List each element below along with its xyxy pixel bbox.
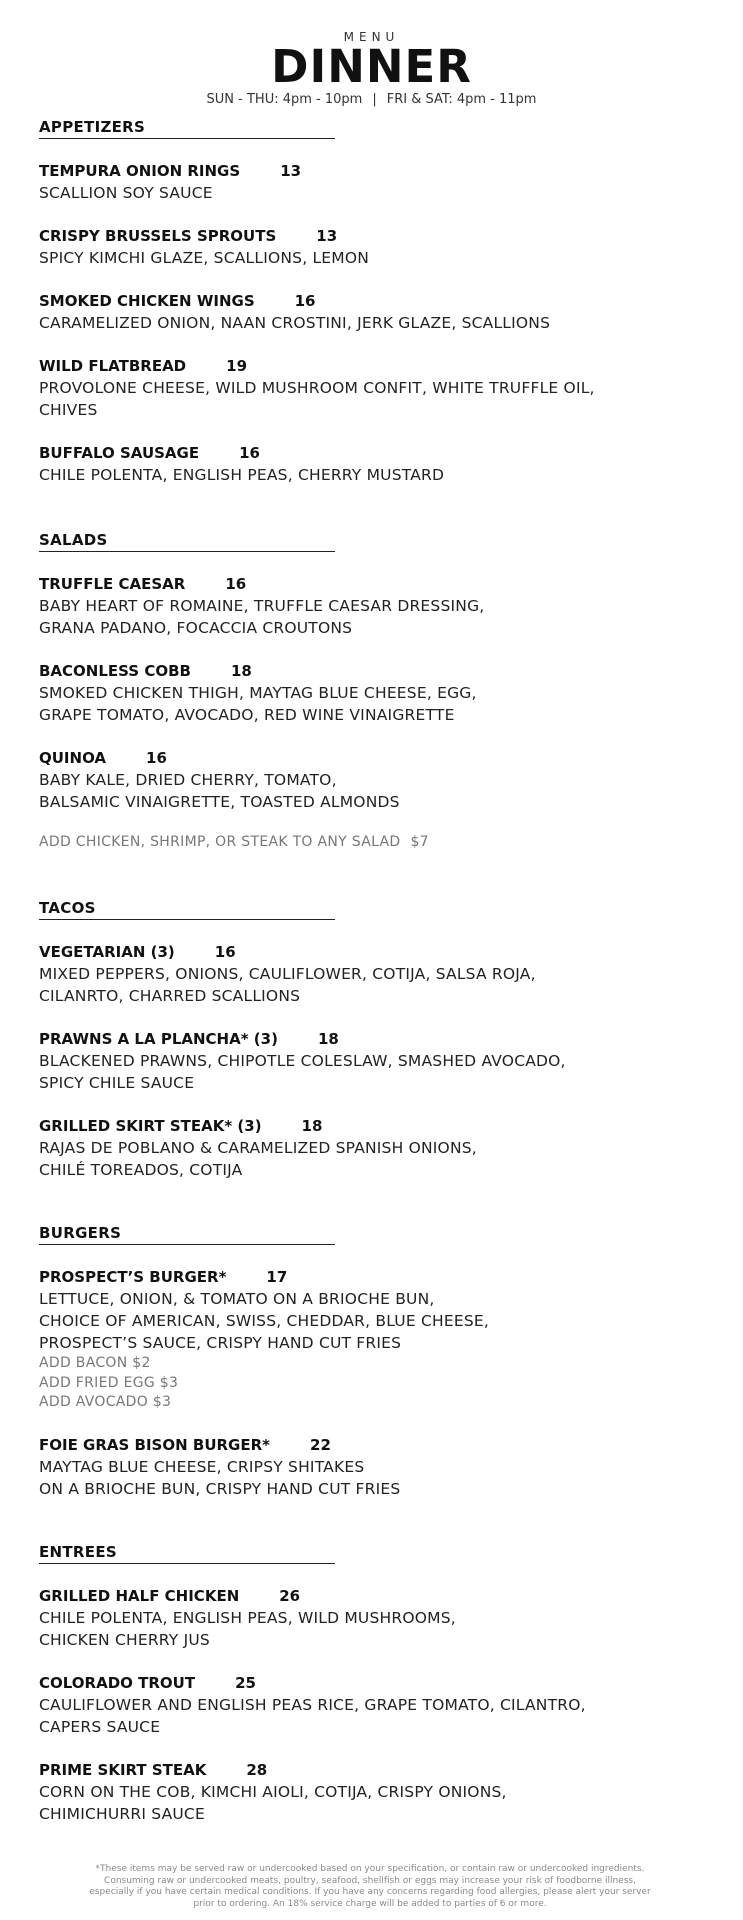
item-description: MAYTAG BLUE CHEESE, CRIPSY SHITAKES [39,1457,365,1476]
item-price: 13 [316,227,338,245]
burger-addon: ADD FRIED EGG $3 [39,1374,179,1391]
menu-item [39,355,719,421]
section-entrees [39,1543,719,1825]
menu-item [39,1585,719,1651]
item-name: PROSPECT’S BURGER* [39,1268,227,1286]
item-description: RAJAS DE POBLANO & CARAMELIZED SPANISH ONIONS, [39,1139,477,1157]
item-name: TRUFFLE CAESAR [39,575,186,593]
menu-item [39,442,719,486]
item-description: BLACKENED PRAWNS, CHIPOTLE COLESLAW, SMASHED AVOCADO, [39,1052,566,1070]
item-name: BACONLESS COBB [39,662,191,680]
item-description: CHIMICHURRI SAUCE [39,1805,205,1823]
menu-item [39,573,719,639]
hours-weekday: SUN - THU: 4pm - 10pm [206,92,363,107]
item-description: CORN ON THE COB, KIMCHI AIOLI, COTIJA, CRISPY ONIONS, [39,1783,507,1801]
item-name: GRILLED HALF CHICKEN [39,1587,240,1605]
menu-item [39,1028,719,1094]
item-price: 16 [146,749,167,767]
menu-item [39,160,719,204]
menu-kicker: MENU [343,30,400,44]
menu-item [39,290,719,334]
item-description: PROSPECT’S SAUCE, CRISPY HAND CUT FRIES [39,1334,402,1352]
section-heading: SALADS [39,531,335,552]
item-description: CHILE POLENTA, ENGLISH PEAS, WILD MUSHROOMS, [39,1609,456,1627]
item-name: CRISPY BRUSSELS SPROUTS [39,227,277,245]
item-price: 22 [310,1435,331,1454]
item-price: 17 [266,1268,288,1286]
page-title: DINNER [271,40,472,93]
hours-weekend: FRI & SAT: 4pm - 11pm [386,92,537,107]
section-tacos [39,899,719,1181]
item-description: CHILÉ TOREADOS, COTIJA [39,1161,243,1179]
menu-item [39,1115,719,1181]
salad-addon [39,832,719,852]
menu-item [39,1759,719,1825]
item-price: 13 [280,162,302,180]
menu-item [39,1266,719,1413]
section-appetizers [39,118,719,486]
item-price: 28 [246,1761,268,1779]
item-description: MIXED PEPPERS, ONIONS, CAULIFLOWER, COTIJA, SALSA ROJA, [39,965,536,983]
item-description: BALSAMIC VINAIGRETTE, TOASTED ALMONDS [39,793,400,811]
item-name: VEGETARIAN (3) [39,943,175,961]
item-price: 16 [294,292,316,310]
item-name: PRAWNS A LA PLANCHA* (3) [39,1030,278,1048]
item-description: CAULIFLOWER AND ENGLISH PEAS RICE, GRAPE TOMATO, CILANTRO, [39,1696,586,1714]
item-description: CHOICE OF AMERICAN, SWISS, CHEDDAR, BLUE CHEESE, [39,1312,489,1330]
disclaimer-footer [70,1864,670,1910]
item-name: FOIE GRAS BISON BURGER* [39,1435,271,1454]
disclaimer-line: *These items may be served raw or undercooked based on your specification, or contain raw or undercooked ingredients. [95,1864,645,1874]
item-description: BABY HEART OF ROMAINE, TRUFFLE CAESAR DRESSING, [39,597,485,615]
item-name: COLORADO TROUT [39,1674,196,1692]
section-heading: BURGERS [39,1224,335,1245]
item-name: WILD FLATBREAD [39,357,187,375]
item-price: 18 [230,662,252,680]
burger-addon: ADD AVOCADO $3 [39,1394,172,1410]
disclaimer-line: especially if you have certain medical conditions. If you have any concerns regarding food allergies, please alert your server [89,1887,651,1897]
burger-addon: ADD BACON $2 [39,1355,151,1371]
item-name: TEMPURA ONION RINGS [39,162,241,180]
menu-item [39,660,719,726]
disclaimer-line: prior to ordering. An 18% service charge will be added to parties of 6 or more. [193,1898,547,1909]
item-description: GRAPE TOMATO, AVOCADO, RED WINE VINAIGRETTE [39,706,455,724]
item-name: BUFFALO SAUSAGE [39,444,200,462]
menu-item [39,1672,719,1738]
item-description: CAPERS SAUCE [39,1718,161,1736]
item-name: SMOKED CHICKEN WINGS [39,292,255,310]
menu-item [39,1434,719,1500]
menu-item [39,747,719,813]
item-name: QUINOA [39,749,107,767]
item-description: CARAMELIZED ONION, NAAN CROSTINI, JERK GLAZE, SCALLIONS [39,314,551,332]
hours [0,91,743,109]
item-name: PRIME SKIRT STEAK [39,1761,207,1779]
section-heading: TACOS [39,899,335,920]
item-description: LETTUCE, ONION, & TOMATO ON A BRIOCHE BUN, [39,1290,435,1308]
section-heading: ENTREES [39,1543,335,1564]
item-description: CHILE POLENTA, ENGLISH PEAS, CHERRY MUSTARD [39,466,445,484]
item-description: BABY KALE, DRIED CHERRY, TOMATO, [39,771,337,789]
item-description: SPICY KIMCHI GLAZE, SCALLIONS, LEMON [39,249,370,267]
item-price: 18 [317,1030,339,1048]
item-price: 16 [239,444,260,462]
section-heading: APPETIZERS [39,118,335,139]
menu-header [0,0,743,109]
hours-separator: | [372,92,377,107]
item-price: 19 [226,357,248,375]
item-price: 18 [301,1117,323,1135]
item-price: 16 [225,575,247,593]
section-burgers [39,1224,719,1500]
item-name: GRILLED SKIRT STEAK* (3) [39,1117,262,1135]
item-price: 26 [279,1587,301,1605]
item-price: 16 [214,943,236,961]
item-description: SCALLION SOY SAUCE [39,184,213,202]
item-description: CHICKEN CHERRY JUS [39,1631,210,1649]
section-salads [39,531,719,852]
item-description: SPICY CHILE SAUCE [39,1074,195,1092]
item-description: CILANRTO, CHARRED SCALLIONS [39,987,301,1005]
menu-item [39,941,719,1007]
item-description: PROVOLONE CHEESE, WILD MUSHROOM CONFIT, WHITE TRUFFLE OIL, [39,379,595,397]
disclaimer-line: Consuming raw or undercooked meats, poultry, seafood, shellfish or eggs may increase your risk of foodborne illness, [104,1875,636,1886]
menu-item [39,225,719,269]
item-description: GRANA PADANO, FOCACCIA CROUTONS [39,619,353,637]
addon-price: $7 [410,834,429,850]
item-price: 25 [235,1674,256,1692]
item-description: SMOKED CHICKEN THIGH, MAYTAG BLUE CHEESE, EGG, [39,684,477,702]
addon-text: ADD CHICKEN, SHRIMP, OR STEAK TO ANY SALAD [39,834,401,850]
item-description: ON A BRIOCHE BUN, CRISPY HAND CUT FRIES [39,1479,401,1498]
item-description: CHIVES [39,401,98,419]
